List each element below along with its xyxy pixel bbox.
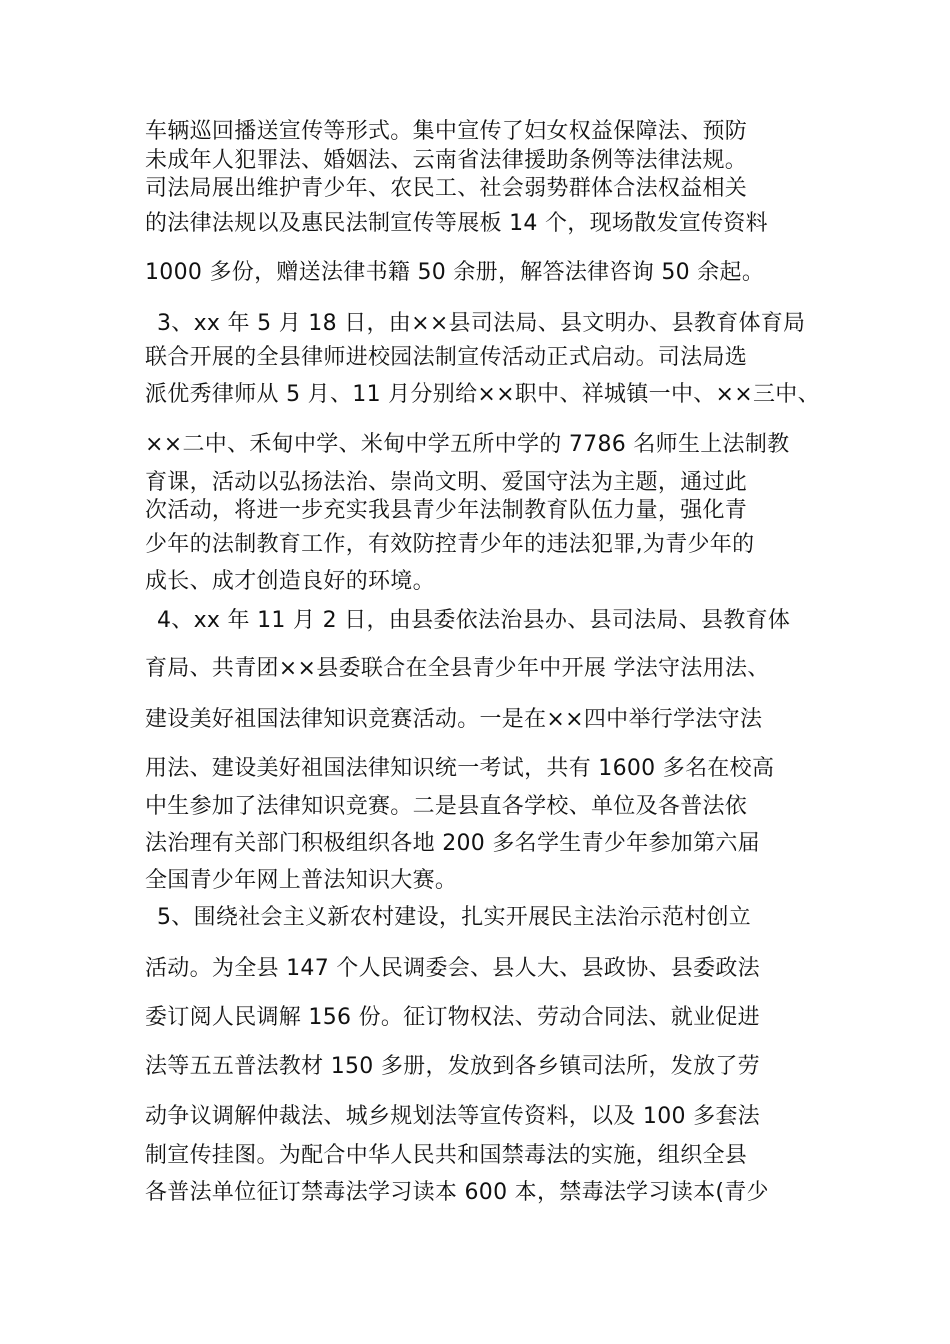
text-line: 未成年人犯罪法、婚姻法、云南省法律援助条例等法律法规。	[145, 148, 748, 173]
text-line: 成长、成才创造良好的环境。	[145, 569, 435, 594]
paragraph-4-line: 4、xx 年 11 月 2 日，由县委依法治县办、县司法局、县教育体	[157, 608, 791, 633]
text-line: 全国青少年网上普法知识大赛。	[145, 868, 458, 893]
text-line: 建设美好祖国法律知识竞赛活动。一是在××四中举行学法守法	[145, 707, 763, 732]
text-line: 动争议调解仲裁法、城乡规划法等宣传资料，以及 100 多套法	[145, 1104, 760, 1129]
text-line: 车辆巡回播送宣传等形式。集中宣传了妇女权益保障法、预防	[145, 119, 748, 144]
text-line: 育课，活动以弘扬法治、崇尚文明、爱国守法为主题，通过此	[145, 470, 748, 495]
paragraph-5-line: 5、围绕社会主义新农村建设，扎实开展民主法治示范村创立	[157, 905, 752, 930]
text-line: 育局、共青团××县委联合在全县青少年中开展 学法守法用法、	[145, 656, 770, 681]
text-line: 制宣传挂图。为配合中华人民共和国禁毒法的实施，组织全县	[145, 1143, 748, 1168]
text-line: 各普法单位征订禁毒法学习读本 600 本，禁毒法学习读本(青少	[145, 1180, 769, 1205]
text-line: 联合开展的全县律师进校园法制宣传活动正式启动。司法局选	[145, 345, 748, 370]
text-line: 司法局展出维护青少年、农民工、社会弱势群体合法权益相关	[145, 176, 748, 201]
text-line: 1000 多份，赠送法律书籍 50 余册，解答法律咨询 50 余起。	[145, 260, 765, 285]
text-line: 次活动，将进一步充实我县青少年法制教育队伍力量，强化青	[145, 498, 748, 523]
text-line: 法等五五普法教材 150 多册，发放到各乡镇司法所，发放了劳	[145, 1054, 760, 1079]
text-line: 少年的法制教育工作，有效防控青少年的违法犯罪,为青少年的	[145, 532, 755, 557]
text-line: 中生参加了法律知识竞赛。二是县直各学校、单位及各普法依	[145, 794, 748, 819]
paragraph-3-line: 3、xx 年 5 月 18 日，由××县司法局、县文明办、县教育体育局	[157, 311, 806, 336]
text-line: 委订阅人民调解 156 份。征订物权法、劳动合同法、就业促进	[145, 1005, 760, 1030]
text-line: 的法律法规以及惠民法制宣传等展板 14 个，现场散发宣传资料	[145, 211, 768, 236]
text-line: 派优秀律师从 5 月、11 月分别给××职中、祥城镇一中、××三中、	[145, 382, 820, 407]
text-line: ××二中、禾甸中学、米甸中学五所中学的 7786 名师生上法制教	[145, 432, 790, 457]
text-line: 法治理有关部门积极组织各地 200 多名学生青少年参加第六届	[145, 831, 760, 856]
text-line: 用法、建设美好祖国法律知识统一考试，共有 1600 多名在校高	[145, 756, 775, 781]
text-line: 活动。为全县 147 个人民调委会、县人大、县政协、县委政法	[145, 956, 760, 981]
